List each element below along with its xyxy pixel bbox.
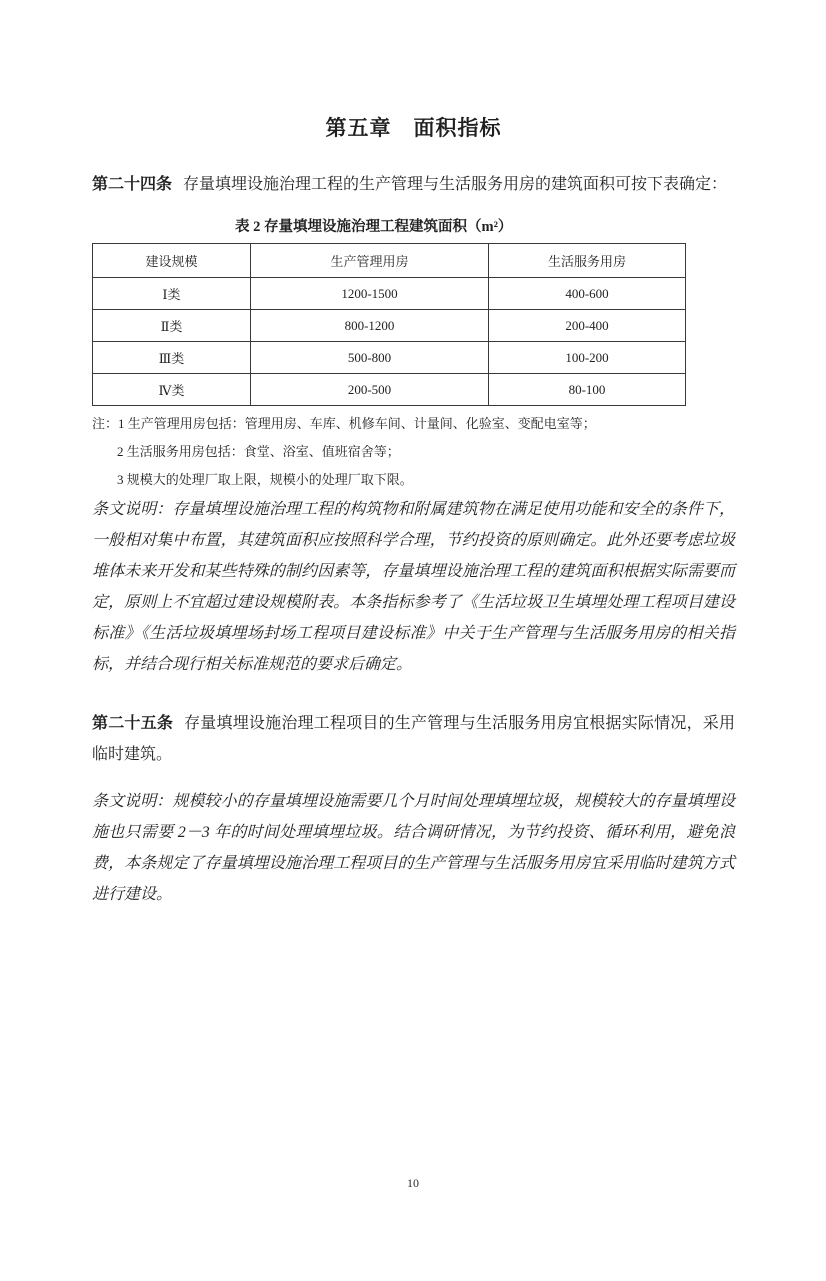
table-cell: 1200-1500 — [251, 278, 489, 310]
article-24-text: 存量填埋设施治理工程的生产管理与生活服务用房的建筑面积可按下表确定： — [183, 176, 728, 193]
table-cell: 200-500 — [251, 374, 489, 406]
article-24-explanation: 条文说明：存量填埋设施治理工程的构筑物和附属建筑物在满足使用功能和安全的条件下，一般相对集中布置，其建筑面积应按照科学合理，节约投资的原则确定。此外还要考虑垃圾堆体未来开发和某些特殊的制约因素等，存量填埋设施治理工程的建筑面积根据实际需要而定，原则上不宜超过建设规模附表。本条指标参考了《生活垃圾卫生填埋处理工程项目建设标准》《生活垃圾填埋场封场工程项目建设标准》中关于生产管理与生活服务用房的相关指标，并结合现行相关标准规范的要求后确定。 — [92, 501, 735, 673]
table-row — [93, 342, 686, 374]
table-header-scale: 建设规模 — [93, 244, 251, 278]
article-25-paragraph — [92, 708, 735, 770]
article-24-paragraph — [92, 170, 735, 200]
table-row — [93, 310, 686, 342]
page-number: 10 — [407, 1176, 419, 1190]
table-note-1: 注：1 生产管理用房包括：管理用房、车库、机修车间、计量间、化验室、变配电室等； — [92, 416, 596, 431]
table-header-living: 生活服务用房 — [489, 244, 686, 278]
table-row — [93, 278, 686, 310]
table-cell: Ⅱ类 — [93, 310, 251, 342]
page-content — [0, 112, 826, 910]
article-25-explanation: 条文说明：规模较小的存量填埋设施需要几个月时间处理填埋垃圾，规模较大的存量填埋设施也只需要 2－3 年的时间处理填埋垃圾。结合调研情况，为节约投资、循环利用，避免浪费，本条规定了存量填埋设施治理工程项目的生产管理与生活服务用房宜采用临时建筑方式进行建设。 — [92, 793, 735, 903]
building-area-table — [92, 243, 686, 406]
table-header-production: 生产管理用房 — [251, 244, 489, 278]
table-note-3: 3 规模大的处理厂取上限，规模小的处理厂取下限。 — [117, 472, 413, 487]
table-header-row — [93, 244, 686, 278]
table-cell: Ⅳ类 — [93, 374, 251, 406]
table-cell: 800-1200 — [251, 310, 489, 342]
table-cell: 400-600 — [489, 278, 686, 310]
table-cell: 80-100 — [489, 374, 686, 406]
table-cell: Ⅲ类 — [93, 342, 251, 374]
article-25-text: 存量填埋设施治理工程项目的生产管理与生活服务用房宜根据实际情况，采用临时建筑。 — [92, 715, 735, 763]
table-cell: 100-200 — [489, 342, 686, 374]
chapter-title: 第五章 面积指标 — [325, 116, 502, 140]
table-cell: 500-800 — [251, 342, 489, 374]
table-row — [93, 374, 686, 406]
document-page — [0, 112, 826, 1281]
article-25-label: 第二十五条 — [92, 715, 174, 732]
table-cell: 200-400 — [489, 310, 686, 342]
table-caption: 表 2 存量填埋设施治理工程建筑面积（m²） — [235, 219, 513, 235]
article-24-label: 第二十四条 — [92, 176, 173, 193]
table-notes — [92, 410, 735, 494]
table-note-2: 2 生活服务用房包括：食堂、浴室、值班宿舍等； — [117, 444, 400, 459]
table-cell: Ⅰ类 — [93, 278, 251, 310]
